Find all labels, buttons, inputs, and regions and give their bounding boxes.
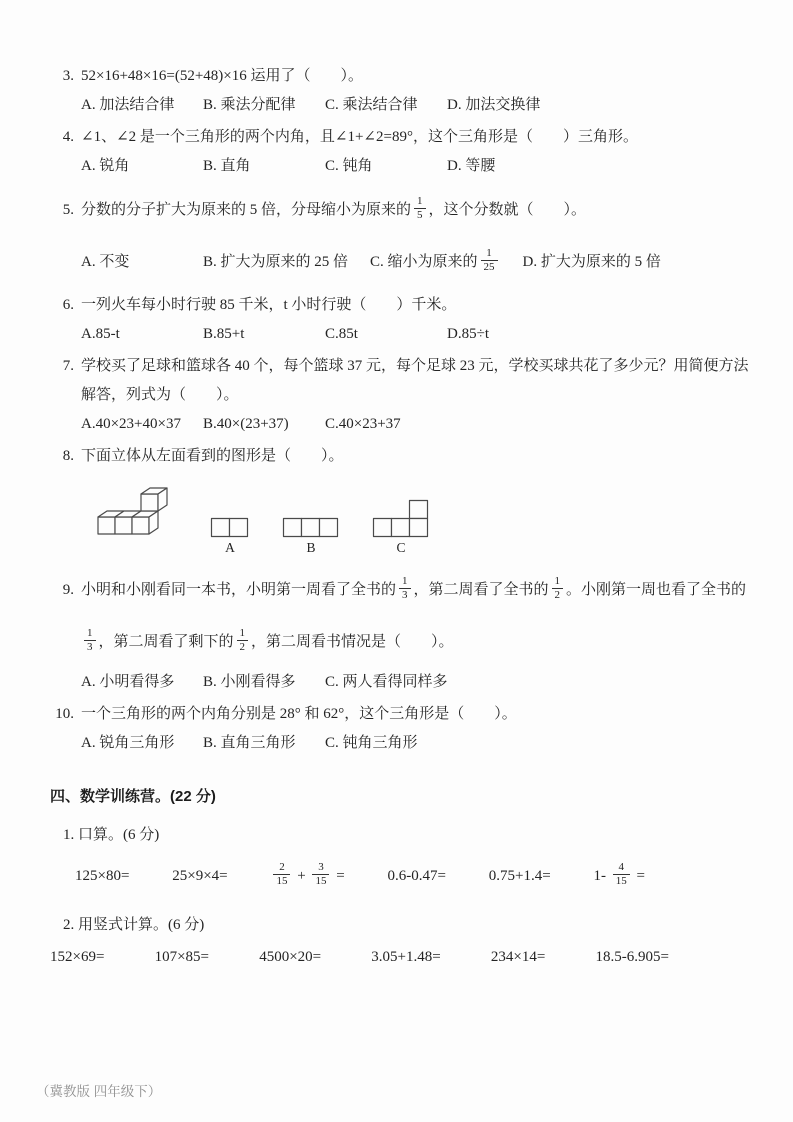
calc-problem: $\frac{2}{15}$ + $\frac{3}{15}$ = bbox=[270, 850, 344, 902]
option: B. 乘法分配律 bbox=[203, 97, 296, 113]
calc-problem: 3.05+1.48= bbox=[371, 949, 441, 965]
fraction: $\frac{2}{15}$ bbox=[273, 861, 290, 887]
question-number: 4. bbox=[62, 129, 74, 145]
written-calc-title: 2. 用竖式计算。(6 分) bbox=[63, 917, 205, 933]
option: B.85+t bbox=[203, 326, 245, 342]
question-4 bbox=[50, 123, 755, 181]
fraction: $\frac{1}{3}$ bbox=[399, 575, 411, 601]
question-3 bbox=[50, 62, 755, 120]
option-figure-c bbox=[372, 499, 430, 556]
option: C. 乘法结合律 bbox=[325, 97, 418, 113]
option: B. 扩大为原来的 25 倍 bbox=[203, 254, 349, 270]
option: C. 两人看得同样多 bbox=[325, 674, 448, 690]
question-figure bbox=[94, 481, 755, 556]
fraction: $\frac{1}{2}$ bbox=[552, 575, 564, 601]
question-options bbox=[81, 236, 755, 288]
option-figure-a bbox=[210, 517, 250, 556]
option: A.40×23+40×37 bbox=[81, 416, 181, 432]
question-number: 9. bbox=[62, 582, 74, 598]
option: D.85÷t bbox=[447, 326, 489, 342]
option: B.40×(23+37) bbox=[203, 416, 289, 432]
calc-problem: 107×85= bbox=[154, 949, 210, 965]
option: A. 锐角三角形 bbox=[81, 735, 175, 751]
calc-problem: 4500×20= bbox=[259, 949, 322, 965]
fraction: $\frac{1}{3}$ bbox=[84, 627, 96, 653]
two-squares-figure bbox=[210, 517, 250, 539]
option: A. 不变 bbox=[81, 254, 130, 270]
question-options bbox=[81, 91, 755, 120]
figure-label: A bbox=[225, 540, 235, 555]
question-stem: 分数的分子扩大为原来的 5 倍，分母缩小为原来的 $\frac{1}{5}$ ，这个分数就（ ）。 bbox=[81, 195, 587, 222]
question-stem: 一个三角形的两个内角分别是 28° 和 62°，这个三角形是（ ）。 bbox=[81, 706, 517, 722]
question-10 bbox=[50, 700, 755, 758]
question-options bbox=[81, 152, 755, 181]
fraction: $\frac{1}{5}$ bbox=[414, 195, 426, 221]
option: A. 锐角 bbox=[81, 158, 130, 174]
fraction: $\frac{1}{25}$ bbox=[481, 247, 498, 273]
option: A. 小明看得多 bbox=[81, 674, 175, 690]
calc-problem: 234×14= bbox=[490, 949, 546, 965]
question-9 bbox=[50, 564, 755, 697]
question-options bbox=[81, 668, 755, 697]
question-number: 3. bbox=[62, 68, 74, 84]
page-footer: （冀教版 四年级下） bbox=[36, 1084, 162, 1099]
fraction: $\frac{4}{15}$ bbox=[613, 861, 630, 887]
calc-problem: 25×9×4= bbox=[172, 868, 228, 884]
option: A.85-t bbox=[81, 326, 120, 342]
option: D. 扩大为原来的 5 倍 bbox=[522, 254, 661, 270]
calc-problem: 125×80= bbox=[75, 868, 130, 884]
question-number: 5. bbox=[62, 202, 74, 218]
question-stem: 小明和小刚看同一本书，小明第一周看了全书的 $\frac{1}{3}$ ，第二周看了全书的 $\frac{1}{2}$ 。小刚第一周也看了全书的 $\frac{1}{3}$ ，第二周看了剩下的 $\frac{1}{2}$ ，第二周看书情况是（ ）。 bbox=[81, 575, 747, 654]
option: B. 直角 bbox=[203, 158, 251, 174]
question-stem: 52×16+48×16=(52+48)×16 运用了（ ）。 bbox=[81, 68, 363, 84]
calc-problem: 18.5-6.905= bbox=[595, 949, 669, 965]
question-7 bbox=[50, 352, 755, 439]
question-number: 6. bbox=[62, 297, 74, 313]
choice-questions-list bbox=[50, 62, 755, 758]
option: B. 小刚看得多 bbox=[203, 674, 296, 690]
question-number: 8. bbox=[62, 448, 74, 464]
question-options bbox=[81, 410, 755, 439]
option: C.40×23+37 bbox=[325, 416, 401, 432]
option: D. 加法交换律 bbox=[447, 97, 541, 113]
option-figure-b bbox=[282, 517, 340, 556]
option: C. 缩小为原来的 $\frac{1}{25}$ bbox=[370, 236, 501, 288]
cube-solid-figure bbox=[94, 481, 178, 539]
option: C.85t bbox=[325, 326, 358, 342]
option: C. 钝角三角形 bbox=[325, 735, 418, 751]
written-calc-row bbox=[50, 942, 669, 972]
option: C. 钝角 bbox=[325, 158, 373, 174]
figure-label: B bbox=[306, 540, 316, 555]
option: D. 等腰 bbox=[447, 158, 496, 174]
question-number: 10. bbox=[55, 706, 74, 722]
question-stem: 学校买了足球和篮球各 40 个，每个篮球 37 元，每个足球 23 元，学校买球共花了多少元？用简便方法解答，列式为（ ）。 bbox=[81, 358, 749, 403]
three-squares-figure bbox=[282, 517, 340, 539]
question-8 bbox=[50, 442, 755, 556]
question-number: 7. bbox=[62, 358, 74, 374]
oral-calc-title: 1. 口算。(6 分) bbox=[63, 827, 160, 843]
option: A. 加法结合律 bbox=[81, 97, 175, 113]
question-stem: 一列火车每小时行驶 85 千米，t 小时行驶（ ）千米。 bbox=[81, 297, 457, 313]
calc-problem: 0.6-0.47= bbox=[387, 868, 446, 884]
question-stem: 下面立体从左面看到的图形是（ ）。 bbox=[81, 448, 344, 464]
fraction: $\frac{3}{15}$ bbox=[312, 861, 329, 887]
calc-problem: 1- $\frac{4}{15}$ = bbox=[593, 861, 645, 888]
l-shape-squares-figure bbox=[372, 499, 430, 539]
figure-label: C bbox=[396, 540, 406, 555]
section-four-title: 四、数学训练营。(22 分) bbox=[50, 788, 216, 805]
question-options bbox=[81, 729, 755, 758]
question-5 bbox=[50, 184, 755, 288]
calc-problem: 152×69= bbox=[50, 949, 105, 965]
question-stem: ∠1、∠2 是一个三角形的两个内角，且∠1+∠2=89°，这个三角形是（ ）三角形。 bbox=[81, 129, 638, 145]
question-options bbox=[81, 320, 755, 349]
calc-problem: 0.75+1.4= bbox=[488, 868, 551, 884]
oral-calc-row bbox=[75, 850, 645, 902]
question-6 bbox=[50, 291, 755, 349]
fraction: $\frac{1}{2}$ bbox=[237, 627, 249, 653]
option: B. 直角三角形 bbox=[203, 735, 296, 751]
